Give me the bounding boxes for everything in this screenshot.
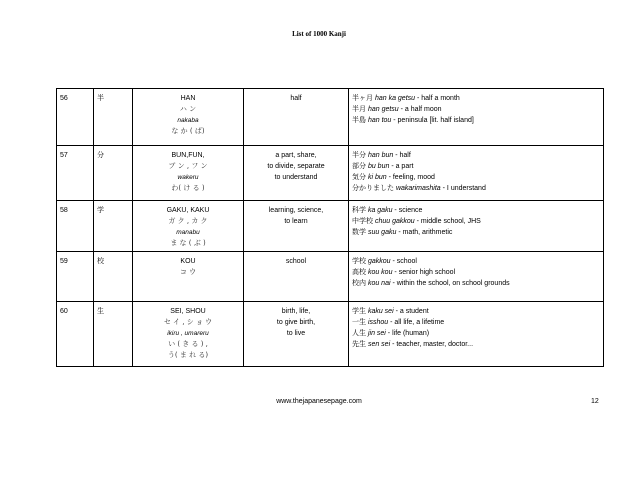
example-gloss: - a part [389, 163, 414, 170]
kanji-number: 57 [57, 146, 94, 201]
example-romaji: kou nai [367, 280, 391, 287]
kanji-table [56, 88, 604, 367]
onyomi-kana: ブ ン , フ ン [168, 162, 208, 170]
example-gloss: - teacher, master, doctor... [390, 341, 474, 348]
example-romaji: jin sei [367, 330, 386, 337]
example-line [352, 115, 600, 126]
example-gloss: - all life, a lifetime [388, 319, 445, 326]
meaning-line: to learn [284, 218, 308, 225]
example-romaji: han ka getsu [374, 95, 416, 102]
onyomi-kana: コ ウ [179, 268, 197, 276]
meaning-line: birth, life, [281, 308, 311, 315]
meaning-line: learning, science, [268, 207, 324, 214]
example-kanji: 先生 [352, 340, 366, 348]
page-number: 12 [591, 398, 599, 405]
example-line [352, 150, 600, 161]
kunyomi-kana: わ( け る ) [171, 184, 205, 192]
example-line [352, 267, 600, 278]
example-romaji: wakarimashita [395, 185, 441, 192]
example-romaji: gakkou [367, 258, 391, 265]
example-kanji: 気分 [352, 173, 366, 181]
kanji-reading [133, 252, 244, 302]
kunyomi-romaji: wakeru [177, 174, 199, 181]
example-kanji: 人生 [352, 329, 366, 337]
footer-url[interactable]: www.thejapanesepage.com [276, 398, 362, 405]
table-row [57, 252, 604, 302]
table-row [57, 146, 604, 201]
kunyomi-kana: な か ( ば) [171, 127, 205, 135]
example-romaji: kaku sei [367, 308, 394, 315]
meaning-line: a part, share, [275, 152, 317, 159]
meaning-line: to divide, separate [267, 163, 325, 170]
example-romaji: bu bun [367, 163, 390, 170]
table-row [57, 201, 604, 252]
meaning-line: half [290, 95, 302, 102]
kanji-character: 学 [94, 201, 133, 252]
example-line [352, 256, 600, 267]
example-gloss: - middle school, JHS [414, 218, 481, 225]
kanji-number: 56 [57, 89, 94, 146]
example-romaji: isshou [367, 319, 389, 326]
kunyomi-kana: い ( き る ) , [168, 340, 208, 348]
example-kanji: 学校 [352, 257, 366, 265]
example-gloss: - half [393, 152, 411, 159]
kanji-reading [133, 302, 244, 367]
kanji-meaning [244, 302, 349, 367]
example-kanji: 科学 [352, 206, 366, 214]
kanji-reading [133, 89, 244, 146]
example-romaji: ki bun [367, 174, 387, 181]
example-line [352, 317, 600, 328]
example-gloss: - feeling, mood [386, 174, 435, 181]
kunyomi-kana: う( ま れ る) [167, 351, 209, 359]
example-kanji: 中学校 [352, 217, 373, 225]
meaning-line: school [285, 258, 307, 265]
kanji-meaning [244, 201, 349, 252]
example-gloss: - school [390, 258, 417, 265]
example-line [352, 205, 600, 216]
example-romaji: han getsu [367, 106, 399, 113]
onyomi-romaji: BUN,FUN, [171, 152, 205, 159]
kanji-meaning [244, 89, 349, 146]
example-kanji: 分かりました [352, 184, 394, 192]
meaning-line: to give birth, [276, 319, 316, 326]
kanji-character: 半 [94, 89, 133, 146]
example-romaji: sen sei [367, 341, 391, 348]
example-line [352, 183, 600, 194]
kanji-examples [349, 252, 604, 302]
page-title: List of 1000 Kanji [292, 30, 346, 38]
kanji-reading [133, 201, 244, 252]
example-gloss: - peninsula [lit. half island] [391, 117, 474, 124]
meaning-line: to live [286, 330, 306, 337]
table-row [57, 302, 604, 367]
example-romaji: han tou [367, 117, 392, 124]
example-kanji: 高校 [352, 268, 366, 276]
example-kanji: 半島 [352, 116, 366, 124]
example-line [352, 339, 600, 350]
example-line [352, 328, 600, 339]
example-line [352, 104, 600, 115]
example-gloss: - I understand [440, 185, 486, 192]
example-romaji: suu gaku [367, 229, 397, 236]
kanji-examples [349, 146, 604, 201]
kanji-character: 分 [94, 146, 133, 201]
example-kanji: 校内 [352, 279, 366, 287]
kanji-number: 60 [57, 302, 94, 367]
example-gloss: - life (human) [385, 330, 430, 337]
example-kanji: 数学 [352, 228, 366, 236]
onyomi-kana: セ イ , シ ョ ウ [163, 318, 213, 326]
kanji-character: 校 [94, 252, 133, 302]
onyomi-romaji: SEI, SHOU [170, 308, 206, 315]
example-line [352, 227, 600, 238]
example-line [352, 93, 600, 104]
table-row [57, 89, 604, 146]
kunyomi-romaji: ikiru , umareru [167, 330, 209, 337]
example-gloss: - math, arithmetic [396, 229, 453, 236]
kanji-number: 58 [57, 201, 94, 252]
example-gloss: - senior high school [392, 269, 456, 276]
example-kanji: 一生 [352, 318, 366, 326]
example-line [352, 306, 600, 317]
onyomi-kana: ガ ク , カ ク [168, 217, 208, 225]
example-gloss: - within the school, on school grounds [390, 280, 510, 287]
meaning-line: to understand [274, 174, 318, 181]
onyomi-romaji: HAN [180, 95, 196, 102]
example-gloss: - science [392, 207, 423, 214]
example-kanji: 学生 [352, 307, 366, 315]
kunyomi-romaji: manabu [176, 229, 200, 236]
onyomi-romaji: GAKU, KAKU [166, 207, 210, 214]
example-line [352, 278, 600, 289]
example-romaji: ka gaku [367, 207, 393, 214]
example-romaji: kou kou [367, 269, 393, 276]
kanji-examples [349, 89, 604, 146]
kanji-examples [349, 201, 604, 252]
example-kanji: 半ヶ月 [352, 94, 373, 102]
kanji-character: 生 [94, 302, 133, 367]
kunyomi-romaji: nakaba [177, 117, 199, 124]
kunyomi-kana: ま な ( ぶ ) [170, 239, 206, 247]
example-gloss: - half a month [415, 95, 460, 102]
kanji-meaning [244, 146, 349, 201]
kanji-reading [133, 146, 244, 201]
example-kanji: 半月 [352, 105, 366, 113]
onyomi-kana: ハ ン [179, 105, 197, 113]
example-romaji: han bun [367, 152, 394, 159]
example-line [352, 161, 600, 172]
example-gloss: - a half moon [398, 106, 442, 113]
example-kanji: 部分 [352, 162, 366, 170]
example-line [352, 172, 600, 183]
onyomi-romaji: KOU [180, 258, 196, 265]
kanji-meaning [244, 252, 349, 302]
kanji-examples [349, 302, 604, 367]
example-romaji: chuu gakkou [374, 218, 415, 225]
example-gloss: - a student [393, 308, 429, 315]
example-kanji: 半分 [352, 151, 366, 159]
kanji-number: 59 [57, 252, 94, 302]
example-line [352, 216, 600, 227]
